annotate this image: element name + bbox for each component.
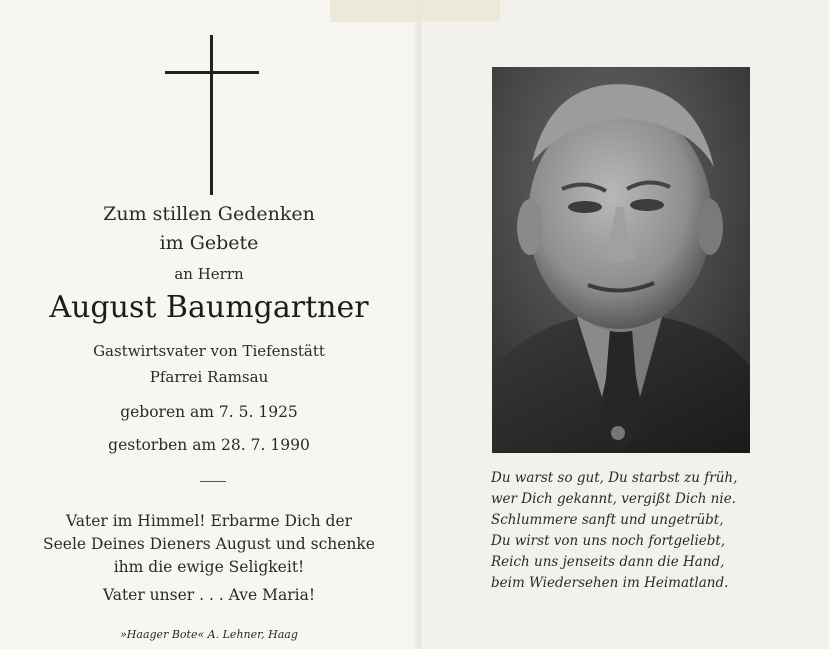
- divider: [200, 481, 226, 482]
- occupation: Gastwirtsvater von Tiefenstätt: [93, 342, 325, 360]
- poem-line: beim Wiedersehen im Heimatland.: [491, 575, 729, 591]
- title-line-2: im Gebete: [159, 232, 259, 254]
- poem-line: Reich uns jenseits dann die Hand,: [491, 554, 725, 570]
- salutation: an Herrn: [174, 265, 244, 283]
- portrait-image: [492, 67, 750, 453]
- death-date: gestorben am 28. 7. 1990: [108, 436, 310, 454]
- prayer-line: Vater im Himmel! Erbarme Dich der: [65, 512, 353, 530]
- printer-credit: »Haager Bote« A. Lehner, Haag: [120, 628, 298, 641]
- memorial-poem: [491, 468, 791, 594]
- poem-line: Schlummere sanft und ungetrübt,: [491, 512, 724, 528]
- parish: Pfarrei Ramsau: [149, 368, 269, 386]
- vater-unser: Vater unser . . . Ave Maria!: [102, 586, 316, 604]
- title-line-1: Zum stillen Gedenken: [103, 203, 315, 225]
- poem-line: wer Dich gekannt, vergißt Dich nie.: [491, 491, 736, 507]
- cross-icon: [165, 35, 259, 195]
- tape-strip: [330, 0, 500, 22]
- prayer-line: ihm die ewige Seligkeit!: [113, 558, 305, 576]
- prayer-text: [0, 510, 418, 579]
- portrait-photo: [492, 67, 750, 453]
- birth-date: geboren am 7. 5. 1925: [120, 403, 298, 421]
- poem-line: Du wirst von uns noch fortgeliebt,: [491, 533, 726, 549]
- deceased-name: August Baumgartner: [49, 290, 369, 325]
- poem-line: Du warst so gut, Du starbst zu früh,: [491, 470, 738, 486]
- prayer-line: Seele Deines Dieners August und schenke: [43, 535, 375, 553]
